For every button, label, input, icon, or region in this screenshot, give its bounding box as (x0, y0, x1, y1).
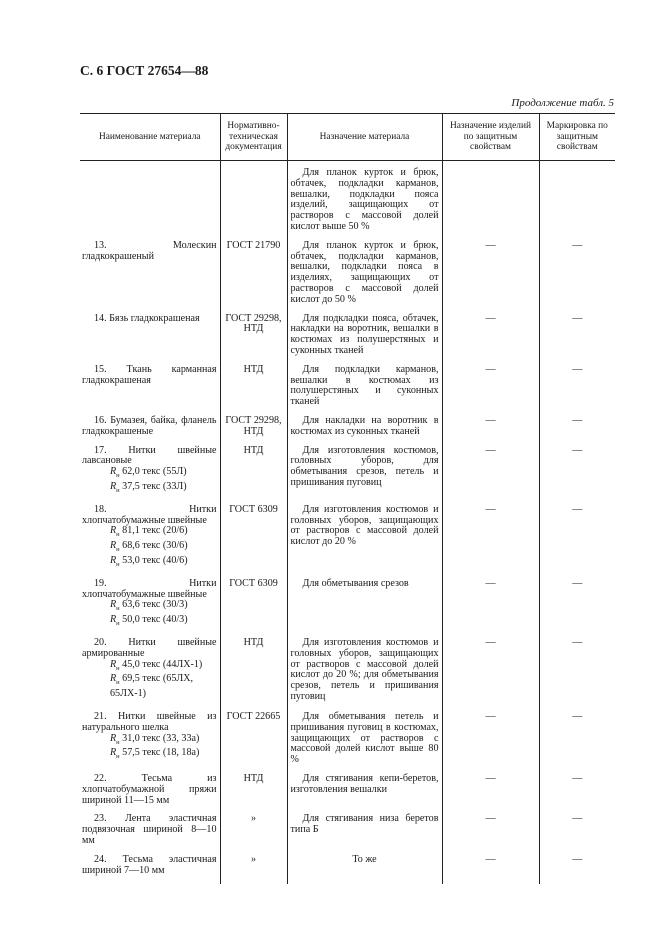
thread-spec (82, 689, 217, 704)
thread-symbol-subscript: н (116, 620, 120, 628)
thread-value: 65ЛХ-1) (110, 688, 146, 700)
column-header-name: Наименование материала (80, 114, 220, 161)
purpose-cell: Для изготовления костюмов и головных уборов, защищающих от растворов с массовой долей кислот до 20 % (287, 505, 442, 579)
thread-spec (82, 748, 217, 763)
purpose-cell: Для обметывания петель и пришивания пуговиц в костюмах, защищающих от растворов с массовой долей кислот выше 80 % (287, 712, 442, 774)
purpose-cell: Для планок курток и брюк, обтачек, подкладки карманов, вешалки, подкладки пояса изделий, защищающих от растворов с массовой долей кислот выше 50 % (287, 161, 442, 241)
material-name-cell (80, 416, 220, 446)
thread-value: 57,5 текс (18, 18а) (119, 747, 200, 759)
protective-purpose-cell: — (442, 579, 539, 638)
thread-symbol: R (110, 673, 117, 685)
thread-symbol: R (110, 658, 117, 670)
marking-cell: — (539, 446, 615, 505)
thread-symbol: R (110, 732, 117, 744)
table-row (80, 505, 615, 579)
thread-symbol-subscript: н (116, 472, 120, 480)
thread-value: 50,0 текс (40/3) (119, 614, 188, 626)
normative-doc-cell: ГОСТ 6309 (220, 579, 287, 638)
material-name: 19. Нитки хлопчатобумажные швейные (82, 577, 217, 600)
marking-cell: — (539, 365, 615, 416)
material-name: 15. Ткань карманная гладкокрашеная (82, 363, 217, 386)
purpose-cell: Для стягивания кепи-беретов, изготовления вешалки (287, 774, 442, 814)
thread-spec (82, 615, 217, 630)
material-name: 13. Молескин гладкокрашеный (82, 239, 217, 262)
purpose-cell: Для накладки на воротник в костюмах из суконных тканей (287, 416, 442, 446)
normative-doc-cell: НТД (220, 638, 287, 712)
protective-purpose-cell: — (442, 855, 539, 885)
normative-doc-cell: НТД (220, 365, 287, 416)
material-name: 16. Бумазея, байка, фланель гладкокрашеные (82, 414, 217, 437)
table-row (80, 774, 615, 814)
protective-purpose-cell: — (442, 505, 539, 579)
protective-purpose-cell: — (442, 365, 539, 416)
thread-spec (82, 526, 217, 541)
normative-doc-cell: ГОСТ 21790 (220, 241, 287, 314)
table-row (80, 314, 615, 365)
material-name: 21. Нитки швейные из натурального шелка (82, 711, 217, 733)
thread-spec (82, 674, 217, 689)
marking-cell: — (539, 774, 615, 814)
material-name-cell (80, 579, 220, 638)
protective-purpose-cell: — (442, 712, 539, 774)
normative-doc-cell: ГОСТ 29298, НТД (220, 314, 287, 365)
material-name-cell (80, 161, 220, 241)
protective-purpose-cell: — (442, 774, 539, 814)
materials-table-container (80, 113, 615, 884)
thread-value: 37,5 текс (33Л) (119, 480, 187, 492)
material-name: 23. Лента эластичная подвязочная шириной 8—10 мм (82, 813, 217, 846)
material-name: 22. Тесьма из хлопчатобумажной пряжи шириной 11—15 мм (82, 773, 217, 806)
thread-symbol: R (110, 525, 117, 537)
material-name: 14. Бязь гладкокрашеная (94, 312, 200, 324)
thread-symbol: R (110, 480, 117, 492)
marking-cell: — (539, 505, 615, 579)
normative-doc-cell: » (220, 814, 287, 854)
purpose-cell: Для планок курток и брюк, обтачек, подкладки карманов, вешалки, подкладки пояса в изделиях, защищающих от растворов с массовой долей кислот до 50 % (287, 241, 442, 314)
thread-spec (82, 541, 217, 556)
marking-cell: — (539, 579, 615, 638)
thread-symbol-subscript: н (116, 560, 120, 568)
marking-cell (539, 161, 615, 241)
thread-symbol-subscript: н (116, 738, 120, 746)
table-body (80, 161, 615, 885)
thread-symbol: R (110, 540, 117, 552)
table-row (80, 855, 615, 885)
thread-spec (82, 660, 217, 675)
thread-value: 63,6 текс (30/3) (119, 599, 188, 611)
material-name-cell (80, 365, 220, 416)
table-row (80, 161, 615, 241)
marking-cell: — (539, 638, 615, 712)
table-row (80, 446, 615, 505)
material-name: 20. Нитки швейные армированные (82, 637, 217, 659)
table-row (80, 365, 615, 416)
purpose-cell: Для подкладки карманов, вешалки в костюмах из полушерстяных и суконных тканей (287, 365, 442, 416)
thread-symbol-subscript: н (116, 605, 120, 613)
normative-doc-cell: ГОСТ 22665 (220, 712, 287, 774)
thread-symbol-subscript: н (116, 679, 120, 687)
column-header-doc: Нормативно-техническая документация (220, 114, 287, 161)
thread-symbol-subscript: н (116, 753, 120, 761)
purpose-cell: То же (287, 855, 442, 885)
column-header-purpose: Назначение материала (287, 114, 442, 161)
thread-symbol: R (110, 614, 117, 626)
thread-spec (82, 467, 217, 482)
marking-cell: — (539, 814, 615, 854)
thread-symbol-subscript: н (116, 664, 120, 672)
material-name-cell (80, 505, 220, 579)
thread-symbol-subscript: н (116, 531, 120, 539)
normative-doc-cell: » (220, 855, 287, 885)
thread-value: 53,0 текс (40/6) (119, 554, 188, 566)
normative-doc-cell: ГОСТ 6309 (220, 505, 287, 579)
table-row (80, 712, 615, 774)
material-name-cell (80, 814, 220, 854)
table-row (80, 814, 615, 854)
thread-symbol: R (110, 554, 117, 566)
thread-value: 81,1 текс (20/6) (119, 525, 188, 537)
material-name-cell (80, 855, 220, 885)
thread-value: 69,5 текс (65ЛХ, (119, 673, 194, 685)
material-name-cell (80, 241, 220, 314)
table-row (80, 638, 615, 712)
materials-table (80, 113, 615, 884)
protective-purpose-cell: — (442, 416, 539, 446)
protective-purpose-cell: — (442, 241, 539, 314)
protective-purpose-cell: — (442, 814, 539, 854)
purpose-cell: Для стягивания низа беретов типа Б (287, 814, 442, 854)
thread-spec (82, 734, 217, 749)
material-name: 24. Тесьма эластичная шириной 7—10 мм (82, 853, 217, 876)
purpose-cell: Для обметывания срезов (287, 579, 442, 638)
thread-value: 45,0 текс (44ЛХ-1) (119, 658, 203, 670)
marking-cell: — (539, 241, 615, 314)
marking-cell: — (539, 855, 615, 885)
thread-value: 68,6 текс (30/6) (119, 540, 188, 552)
thread-symbol-subscript: н (116, 486, 120, 494)
purpose-cell: Для подкладки пояса, обтачек, накладки на воротник, вешалки в костюмах из полушерстяных и суконных тканей (287, 314, 442, 365)
normative-doc-cell: НТД (220, 774, 287, 814)
column-header-marking: Маркировка по защитным свойствам (539, 114, 615, 161)
material-name: 18. Нитки хлопчатобумажные швейные (82, 503, 217, 526)
material-name-cell (80, 446, 220, 505)
thread-value: 31,0 текс (33, 33а) (119, 732, 200, 744)
table-row (80, 241, 615, 314)
normative-doc-cell: ГОСТ 29298, НТД (220, 416, 287, 446)
protective-purpose-cell: — (442, 638, 539, 712)
table-row (80, 579, 615, 638)
thread-symbol: R (110, 466, 117, 478)
thread-spec (82, 600, 217, 615)
thread-symbol: R (110, 747, 117, 759)
protective-purpose-cell: — (442, 314, 539, 365)
normative-doc-cell (220, 161, 287, 241)
normative-doc-cell: НТД (220, 446, 287, 505)
table-header-row (80, 114, 615, 161)
material-name-cell (80, 314, 220, 365)
marking-cell: — (539, 314, 615, 365)
marking-cell: — (539, 712, 615, 774)
marking-cell: — (539, 416, 615, 446)
page-title: С. 6 ГОСТ 27654—88 (80, 63, 209, 78)
thread-spec (82, 556, 217, 571)
protective-purpose-cell (442, 161, 539, 241)
purpose-cell: Для изготовления костюмов, головных уборов, для обметывания срезов, петель и пришивания пуговиц (287, 446, 442, 505)
column-header-protective: Назначение изделий по защитным свойствам (442, 114, 539, 161)
table-continuation-label: Продолжение табл. 5 (511, 97, 614, 109)
thread-value: 62,0 текс (55Л) (119, 466, 187, 478)
material-name-cell (80, 638, 220, 712)
thread-symbol-subscript: н (116, 546, 120, 554)
thread-symbol: R (110, 599, 117, 611)
material-name-cell (80, 774, 220, 814)
purpose-cell: Для изготовления костюмов и головных уборов, защищающих от растворов с массовой долей кислот до 20 %; для обметывания срезов, петель и пришивания пуговиц (287, 638, 442, 712)
thread-spec (82, 482, 217, 497)
table-row (80, 416, 615, 446)
material-name-cell (80, 712, 220, 774)
protective-purpose-cell: — (442, 446, 539, 505)
material-name: 17. Нитки швейные лавсановые (82, 444, 217, 467)
